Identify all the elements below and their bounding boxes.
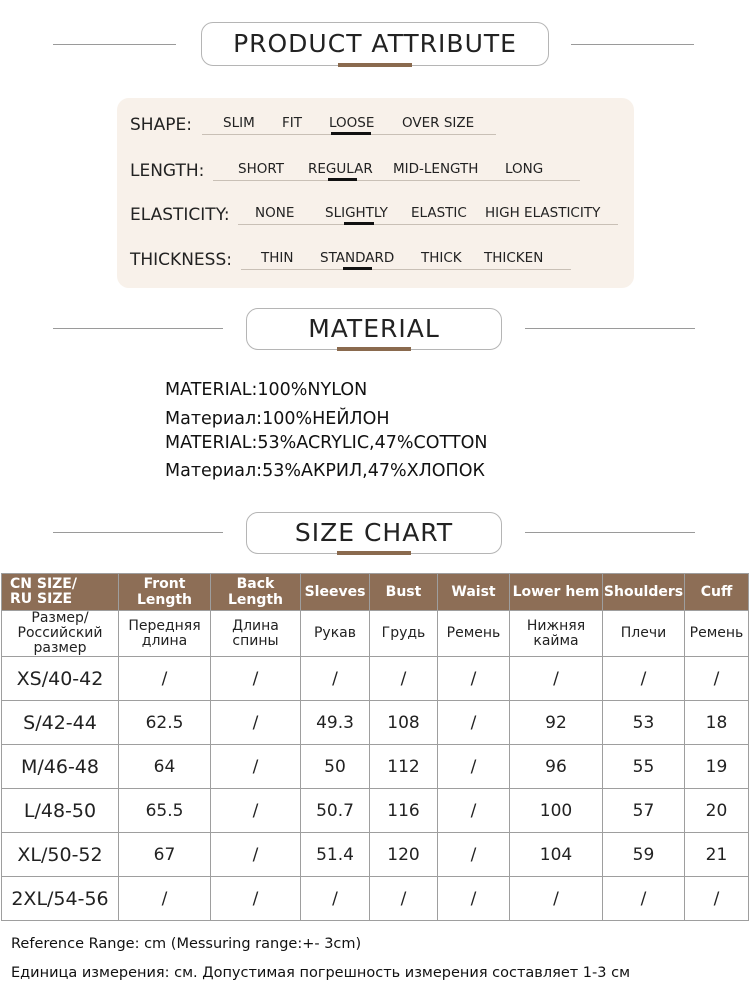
table-row <box>2 833 749 877</box>
attr-label-length: LENGTH: <box>130 161 205 181</box>
attr-label-shape: SHAPE: <box>130 115 192 135</box>
reference-note-ru: Единица измерения: см. Допустимая погрешность измерения составляет 1-3 см <box>11 965 631 981</box>
attr-option: LONG <box>505 161 544 177</box>
table-cell: / <box>438 745 510 789</box>
table-cell: / <box>370 877 438 921</box>
material-value: 53%ACRYLIC,47%COTTON <box>257 433 488 453</box>
column-header: Плечи <box>603 611 685 657</box>
column-header: Bust <box>370 574 438 611</box>
attr-underline <box>213 180 580 181</box>
attr-option: THICK <box>421 250 462 266</box>
column-header: Shoulders <box>603 574 685 611</box>
table-cell: / <box>301 877 370 921</box>
table-row <box>2 657 749 701</box>
table-cell: 51.4 <box>301 833 370 877</box>
attribute-title: PRODUCT ATTRIBUTE <box>233 29 517 58</box>
table-cell: / <box>510 657 603 701</box>
column-header: Sleeves <box>301 574 370 611</box>
table-header-row <box>2 611 749 657</box>
table-cell: 21 <box>685 833 749 877</box>
table-cell: 108 <box>370 701 438 745</box>
table-cell: 62.5 <box>119 701 211 745</box>
material-label: Материал: <box>165 461 263 481</box>
table-cell: / <box>685 877 749 921</box>
title-accent-bar <box>338 63 412 67</box>
attr-option: SHORT <box>238 161 284 177</box>
table-cell: 55 <box>603 745 685 789</box>
table-cell: 59 <box>603 833 685 877</box>
table-cell: 67 <box>119 833 211 877</box>
table-header-row <box>2 574 749 611</box>
size-title: SIZE CHART <box>294 518 454 547</box>
table-cell: 96 <box>510 745 603 789</box>
table-cell: / <box>119 657 211 701</box>
attr-option: OVER SIZE <box>402 115 475 131</box>
size-label-cell: XS/40-42 <box>2 657 119 701</box>
attr-option: SLIM <box>223 115 255 131</box>
material-title: MATERIAL <box>308 314 440 343</box>
attr-option: MID-LENGTH <box>393 161 479 177</box>
table-cell: 65.5 <box>119 789 211 833</box>
table-row <box>2 701 749 745</box>
table-cell: 64 <box>119 745 211 789</box>
size-label-cell: S/42-44 <box>2 701 119 745</box>
column-header: Ремень <box>438 611 510 657</box>
size-chart-table <box>1 573 749 921</box>
table-row <box>2 745 749 789</box>
size-label-cell: XL/50-52 <box>2 833 119 877</box>
table-cell: / <box>211 877 301 921</box>
material-value: 100%НЕЙЛОН <box>262 409 390 429</box>
column-header: Front Length <box>119 574 211 611</box>
attr-option: ELASTIC <box>411 205 467 221</box>
material-label: Материал: <box>165 409 263 429</box>
material-label: MATERIAL: <box>165 433 258 453</box>
table-cell: 112 <box>370 745 438 789</box>
table-cell: / <box>211 833 301 877</box>
table-cell: / <box>603 877 685 921</box>
attr-option: NONE <box>255 205 295 221</box>
attr-option-selected: LOOSE <box>329 115 375 131</box>
material-line-en <box>165 380 367 400</box>
divider-line <box>53 532 223 533</box>
table-cell: 50 <box>301 745 370 789</box>
attr-underline <box>241 269 571 270</box>
divider-line <box>525 328 695 329</box>
selected-indicator <box>328 178 357 181</box>
table-cell: / <box>211 789 301 833</box>
section-title-attribute <box>201 22 549 66</box>
attr-option-selected: REGULAR <box>308 161 373 177</box>
table-cell: / <box>301 657 370 701</box>
attr-label-thickness: THICKNESS: <box>130 250 232 270</box>
size-label-cell: M/46-48 <box>2 745 119 789</box>
table-cell: / <box>370 657 438 701</box>
table-cell: / <box>685 657 749 701</box>
table-cell: / <box>211 657 301 701</box>
attr-option-selected: SLIGHTLY <box>325 205 388 221</box>
material-value: 100%NYLON <box>257 380 368 400</box>
table-cell: 120 <box>370 833 438 877</box>
table-cell: / <box>211 701 301 745</box>
divider-line <box>571 44 694 45</box>
title-accent-bar <box>337 551 411 555</box>
table-cell: 20 <box>685 789 749 833</box>
table-cell: / <box>211 745 301 789</box>
attr-underline <box>238 224 618 225</box>
column-header: Waist <box>438 574 510 611</box>
material-line-ru <box>165 461 485 481</box>
column-header: Нижняя кайма <box>510 611 603 657</box>
size-label-cell: L/48-50 <box>2 789 119 833</box>
table-row <box>2 789 749 833</box>
table-cell: / <box>119 877 211 921</box>
attr-label-elasticity: ELASTICITY: <box>130 205 230 225</box>
column-header: Рукав <box>301 611 370 657</box>
divider-line <box>53 328 223 329</box>
selected-indicator <box>343 267 372 270</box>
column-header: CN SIZE/ RU SIZE <box>2 574 119 611</box>
table-cell: / <box>438 657 510 701</box>
table-cell: / <box>510 877 603 921</box>
column-header: Cuff <box>685 574 749 611</box>
material-value: 53%АКРИЛ,47%ХЛОПОК <box>262 461 485 481</box>
column-header: Длина спины <box>211 611 301 657</box>
column-header: Передняя длина <box>119 611 211 657</box>
attr-option: THICKEN <box>484 250 544 266</box>
column-header: Back Length <box>211 574 301 611</box>
material-label: MATERIAL: <box>165 380 258 400</box>
column-header: Lower hem <box>510 574 603 611</box>
divider-line <box>525 532 695 533</box>
table-cell: 104 <box>510 833 603 877</box>
table-cell: / <box>438 701 510 745</box>
table-cell: 18 <box>685 701 749 745</box>
table-cell: 116 <box>370 789 438 833</box>
title-accent-bar <box>337 347 411 351</box>
table-cell: / <box>438 833 510 877</box>
attr-option: FIT <box>282 115 302 131</box>
column-header: Ремень <box>685 611 749 657</box>
table-cell: 50.7 <box>301 789 370 833</box>
section-title-size <box>246 512 502 554</box>
table-row <box>2 877 749 921</box>
table-cell: 49.3 <box>301 701 370 745</box>
table-cell: 100 <box>510 789 603 833</box>
selected-indicator <box>344 222 374 225</box>
table-cell: / <box>603 657 685 701</box>
size-label-cell: 2XL/54-56 <box>2 877 119 921</box>
material-line-en <box>165 433 487 453</box>
table-cell: 19 <box>685 745 749 789</box>
attr-option: HIGH ELASTICITY <box>485 205 601 221</box>
attr-option-selected: STANDARD <box>320 250 395 266</box>
selected-indicator <box>331 132 371 135</box>
table-cell: 53 <box>603 701 685 745</box>
table-cell: / <box>438 877 510 921</box>
section-title-material <box>246 308 502 350</box>
column-header: Размер/ Российский размер <box>2 611 119 657</box>
divider-line <box>53 44 176 45</box>
attr-option: THIN <box>261 250 294 266</box>
table-cell: / <box>438 789 510 833</box>
table-cell: 92 <box>510 701 603 745</box>
reference-note-en: Reference Range: cm (Messuring range:+- 3cm) <box>11 936 362 952</box>
material-line-ru <box>165 409 390 429</box>
column-header: Грудь <box>370 611 438 657</box>
table-cell: 57 <box>603 789 685 833</box>
